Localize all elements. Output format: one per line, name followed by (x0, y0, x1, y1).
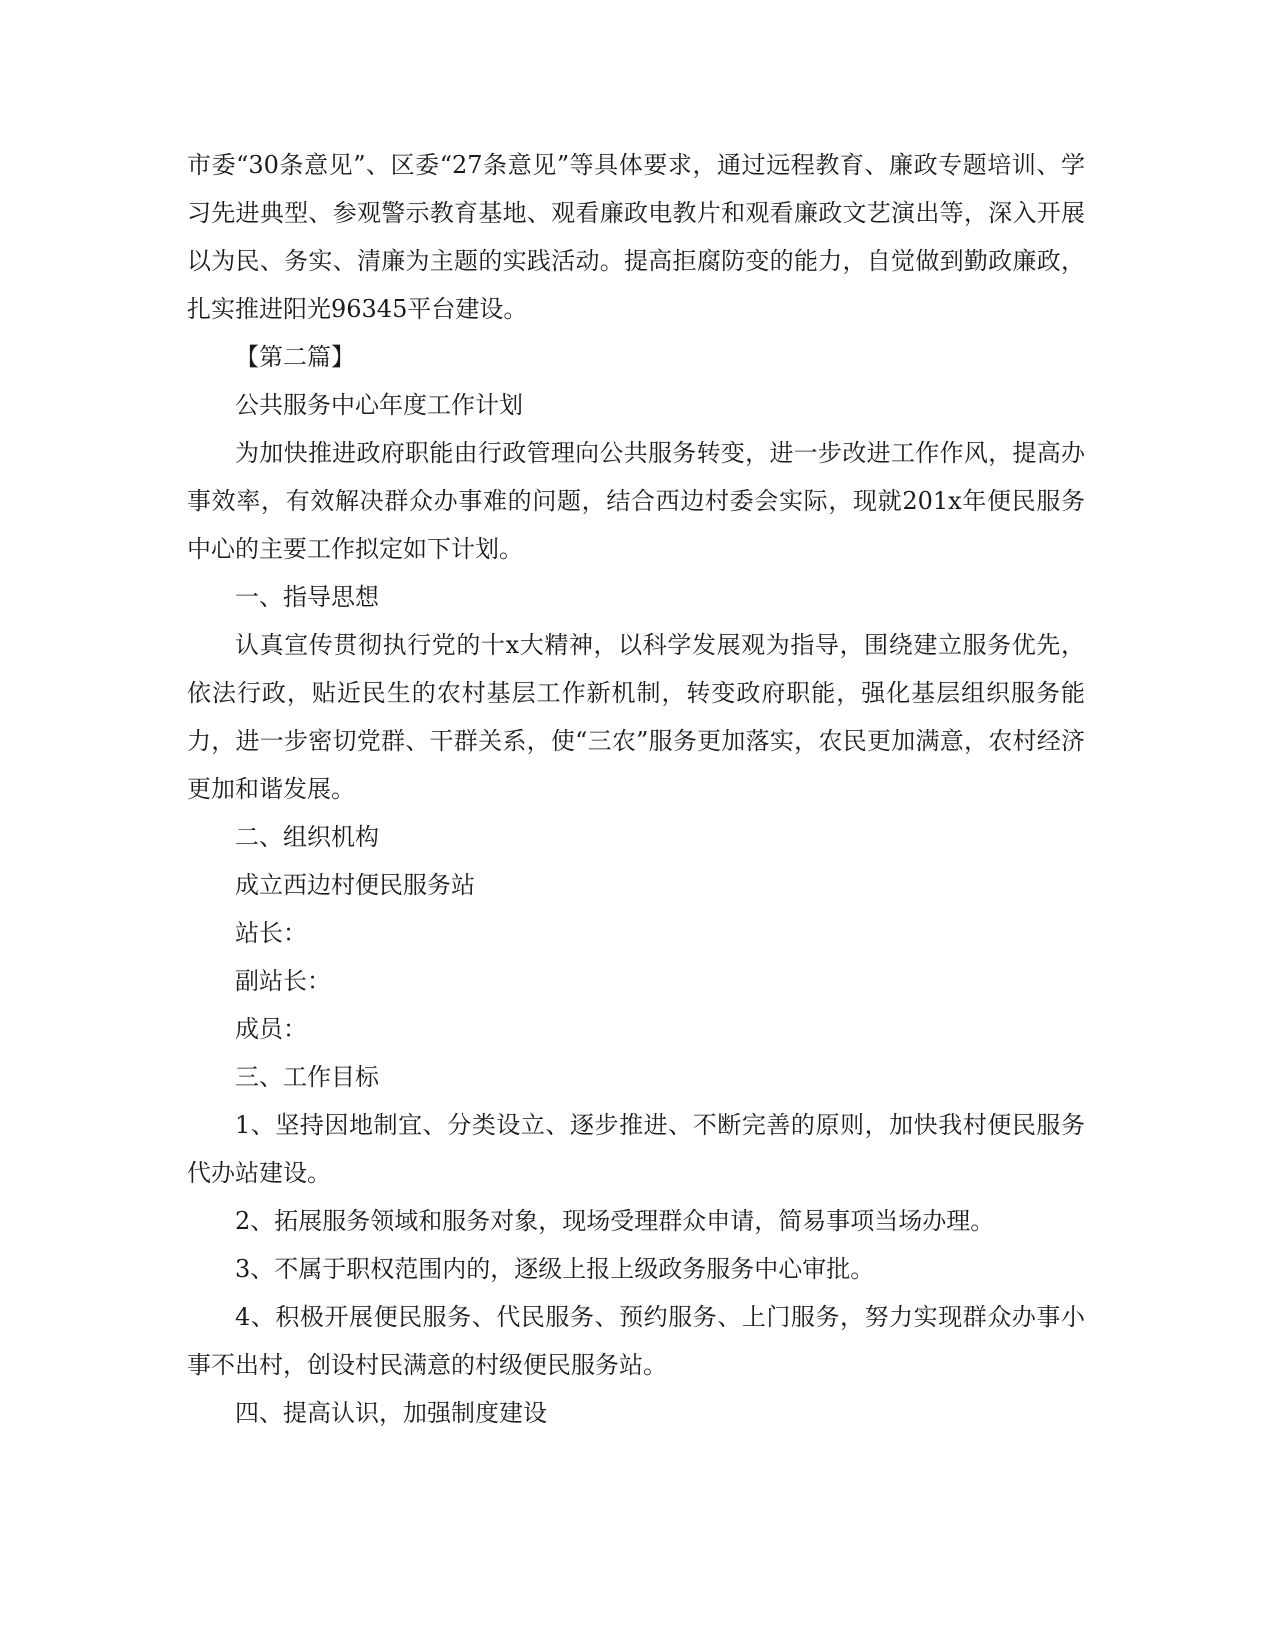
list-item-goal-2: 2、拓展服务领域和服务对象，现场受理群众申请，简易事项当场办理。 (235, 1207, 995, 1235)
paragraph-guiding-ideology: 认真宣传贯彻执行党的十x大精神，以科学发展观为指导，围绕建立服务优先，依法行政，贴近民生的农村基层工作新机制，转变政府职能，强化基层组织服务能力，进一步密切党群、干群关系，使“三农”服务更加落实，农民更加满意，农村经济更加和谐发展。 (187, 631, 1085, 803)
document-body (187, 141, 1085, 1437)
field-deputy-station-head: 副站长： (235, 967, 331, 995)
list-item-goal-3: 3、不属于职权范围内的，逐级上报上级政务服务中心审批。 (235, 1255, 875, 1283)
paragraph-establish-station: 成立西边村便民服务站 (235, 871, 475, 899)
paragraph-intro: 为加快推进政府职能由行政管理向公共服务转变，进一步改进工作作风，提高办事效率，有效解决群众办事难的问题，结合西边村委会实际，现就201x年便民服务中心的主要工作拟定如下计划。 (187, 439, 1085, 563)
field-station-head: 站长： (235, 919, 307, 947)
section-heading-second-article: 【第二篇】 (235, 343, 355, 371)
heading-organization: 二、组织机构 (235, 823, 379, 851)
heading-guiding-ideology: 一、指导思想 (235, 583, 379, 611)
list-item-goal-1: 1、坚持因地制宜、分类设立、逐步推进、不断完善的原则，加快我村便民服务代办站建设。 (187, 1111, 1085, 1187)
field-members: 成员： (235, 1015, 307, 1043)
heading-raise-awareness: 四、提高认识，加强制度建设 (235, 1399, 547, 1427)
list-item-goal-4: 4、积极开展便民服务、代民服务、预约服务、上门服务，努力实现群众办事小事不出村，创设村民满意的村级便民服务站。 (187, 1303, 1085, 1379)
article-title: 公共服务中心年度工作计划 (235, 391, 523, 419)
heading-work-goals: 三、工作目标 (235, 1063, 379, 1091)
paragraph-continuation: 市委“30条意见”、区委“27条意见”等具体要求，通过远程教育、廉政专题培训、学习先进典型、参观警示教育基地、观看廉政电教片和观看廉政文艺演出等，深入开展以为民、务实、清廉为主题的实践活动。提高拒腐防变的能力，自觉做到勤政廉政，扎实推进阳光96345平台建设。 (187, 151, 1085, 323)
